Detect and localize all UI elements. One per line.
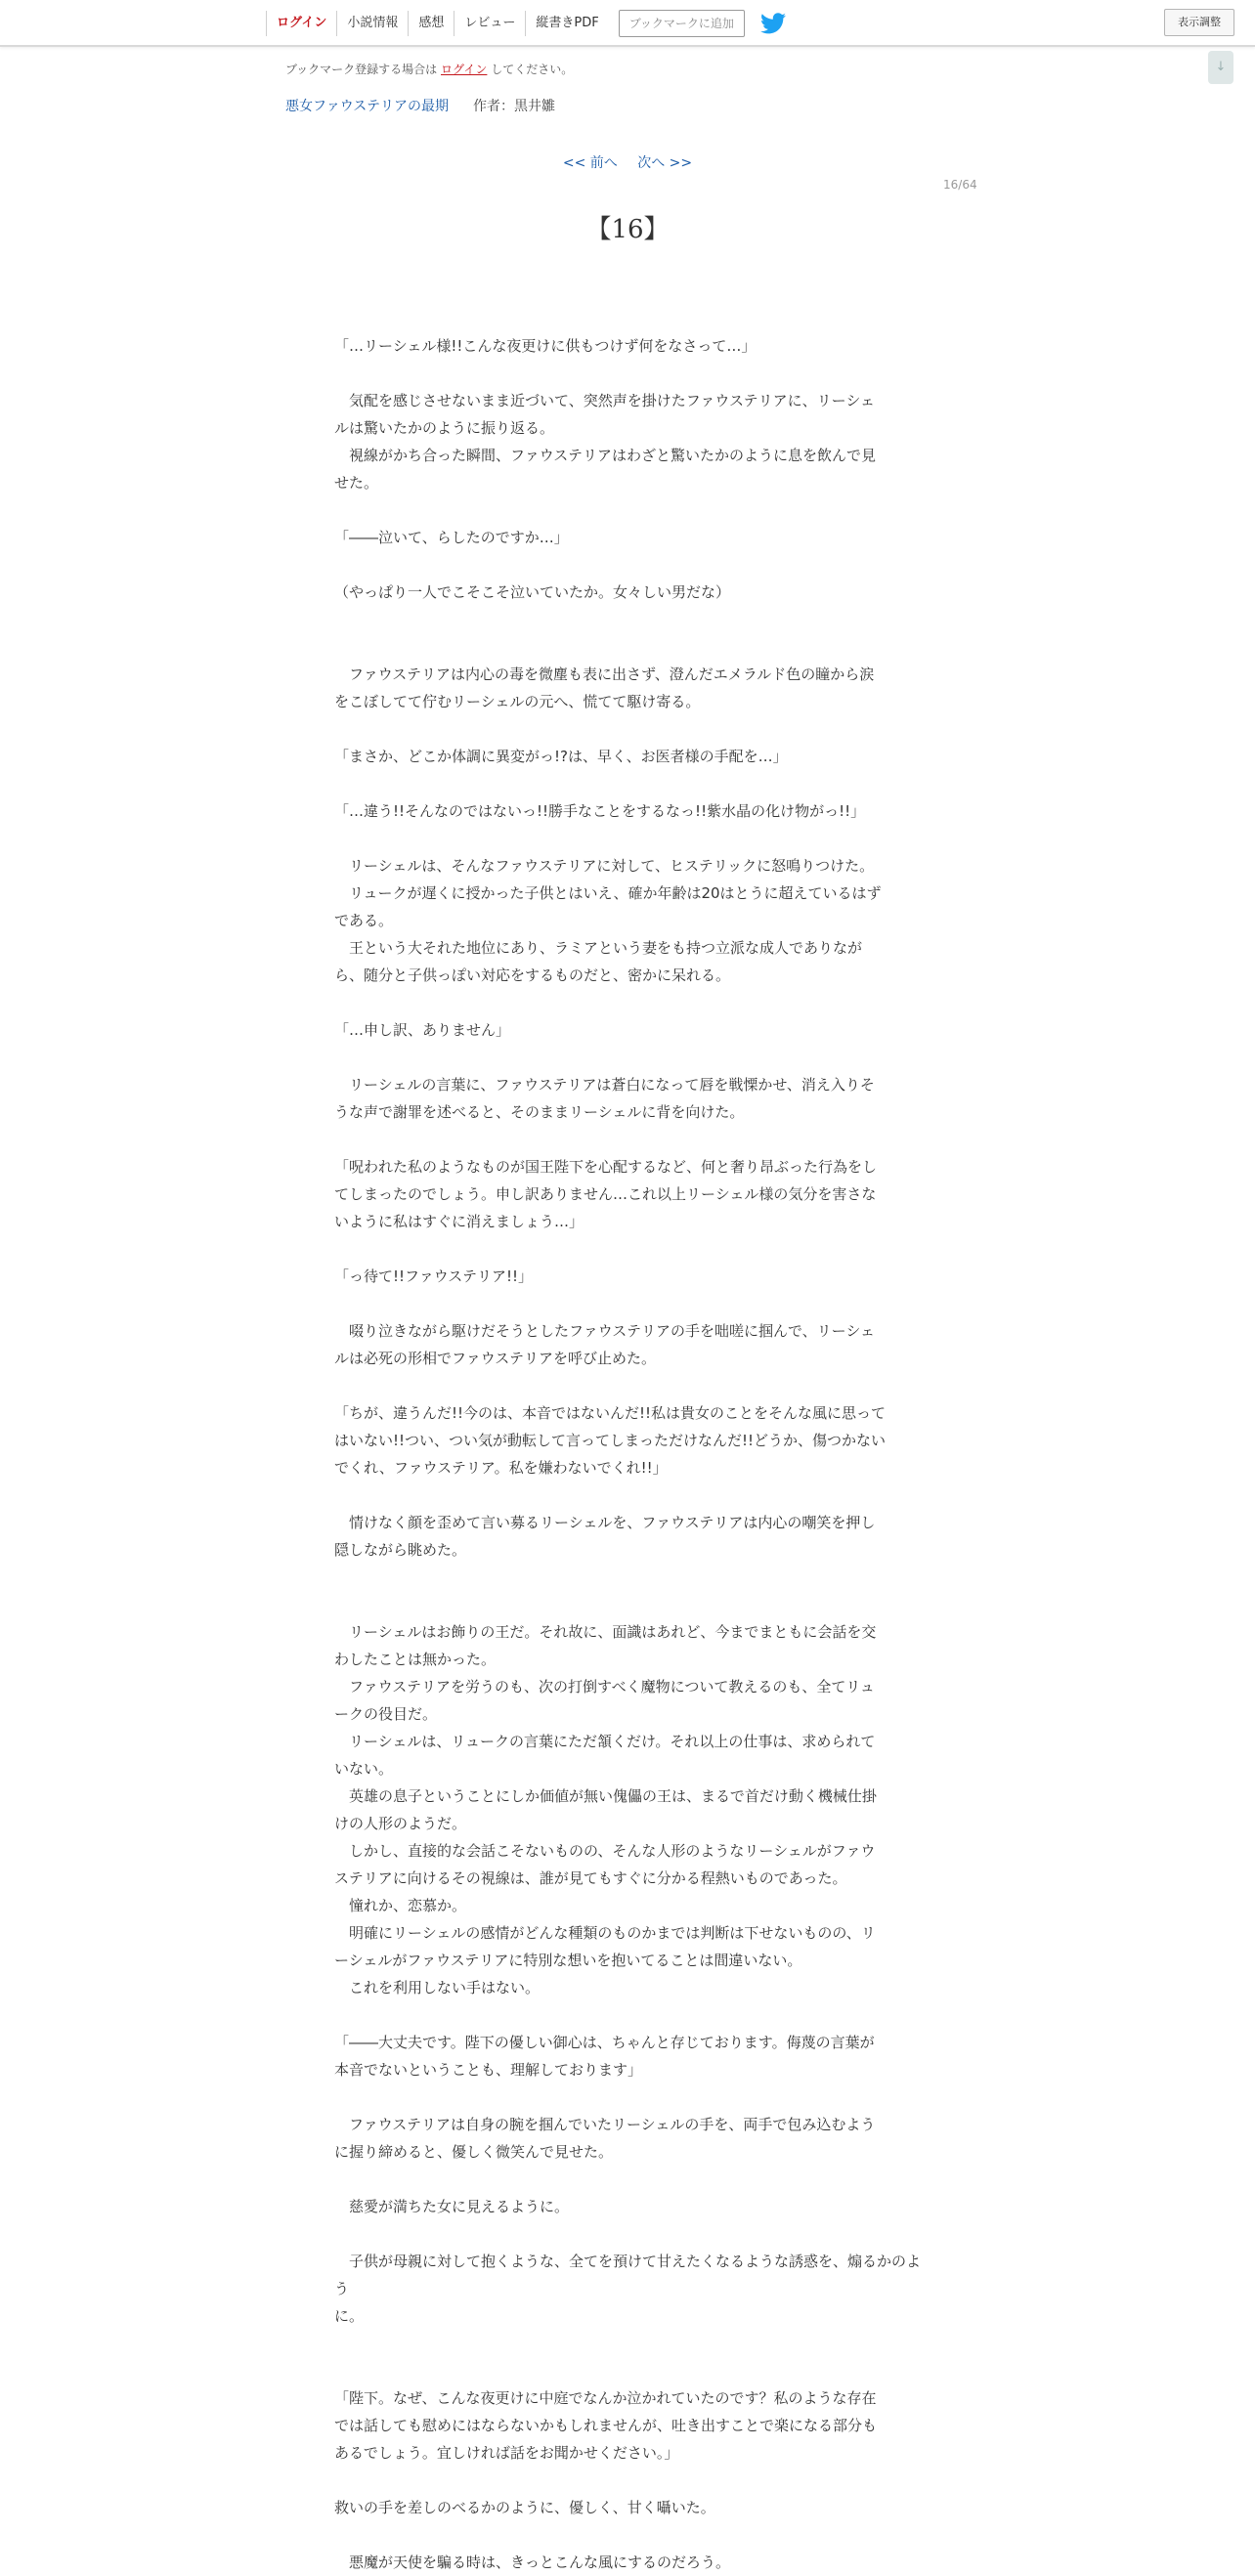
body-line: [334, 1235, 921, 1263]
body-line: をこぼしてて佇むリーシェルの元へ、慌てて駆け寄る。: [334, 693, 701, 710]
body-line: 「ちが、違うんだ!!今のは、本音ではないんだ!!私は貴女のことをそんな風に思って: [334, 1404, 887, 1422]
body-line: [334, 825, 921, 852]
body-line: では話しても慰めにはならないかもしれませんが、吐き出すことで楽になる部分も: [334, 2417, 878, 2434]
body-line: リーシェルはお飾りの王だ。それ故に、面識はあれど、今までまともに会話を交: [334, 1623, 877, 1641]
body-line: 気配を感じさせないまま近づいて、突然声を掛けたファウステリアに、リーシェ: [334, 392, 876, 409]
body-line: [334, 551, 921, 579]
next-chapter-link[interactable]: 次へ >>: [637, 155, 693, 171]
body-line: [334, 2330, 921, 2357]
body-line: わしたことは無かった。: [334, 1651, 497, 1668]
nav-reviews[interactable]: レビュー: [454, 11, 525, 36]
nav-login[interactable]: ログイン: [266, 11, 336, 36]
body-line: [334, 496, 921, 524]
bookmark-notice-prefix: ブックマーク登録する場合は: [285, 63, 438, 76]
body-line: [334, 1372, 921, 1399]
body-line: ら、随分と子供っぽい対応をするものだと、密かに呆れる。: [334, 966, 731, 984]
body-line: ークの役目だ。: [334, 1705, 438, 1723]
body-line: 視線がかち合った瞬間、ファウステリアはわざと驚いたかのように息を飲んで見: [334, 447, 876, 464]
body-line: [334, 715, 921, 743]
body-line: [334, 2357, 921, 2384]
body-line: いように私はすぐに消えましょう…」: [334, 1213, 584, 1230]
body-line: せた。: [334, 474, 379, 492]
display-settings-button[interactable]: 表示調整: [1164, 9, 1234, 36]
page-count: 16/64: [943, 178, 977, 192]
main-nav: [266, 11, 786, 36]
body-line: 「…申し訳、ありません」: [334, 1021, 511, 1039]
nav-novel-info[interactable]: 小説情報: [336, 11, 408, 36]
body-line: （やっぱり一人でこそこそ泣いていたか。女々しい男だな）: [334, 583, 731, 601]
body-line: に。: [334, 2307, 365, 2325]
body-line: ーシェルがファウステリアに特別な想いを抱いてることは間違いない。: [334, 1952, 802, 1969]
body-line: [334, 305, 921, 332]
author-name: 作者：黒井雛: [473, 99, 555, 114]
body-line: 「――大丈夫です。陛下の優しい御心は、ちゃんと存じております。侮蔑の言葉が: [334, 2034, 875, 2051]
scroll-down-button[interactable]: ↓: [1208, 51, 1233, 84]
body-line: 本音でないということも、理解しております」: [334, 2061, 643, 2079]
novel-body-text: [334, 305, 921, 2576]
body-line: [334, 1564, 921, 1591]
body-line: 「…リーシェル様!!こんな夜更けに供もつけず何をなさって…」: [334, 337, 757, 355]
body-line: 「――泣いて、らしたのですか…」: [334, 529, 569, 546]
novel-title-link[interactable]: 悪女ファウステリアの最期: [285, 99, 450, 114]
nav-impressions[interactable]: 感想: [408, 11, 454, 36]
body-line: [334, 1481, 921, 1509]
body-line: けの人形のようだ。: [334, 1815, 467, 1832]
body-line: 王という大それた地位にあり、ラミアという妻をも持つ立派な成人でありなが: [334, 939, 863, 957]
body-line: に握り締めると、優しく微笑んで見せた。: [334, 2143, 614, 2161]
body-line: 啜り泣きながら駆けだそうとしたファウステリアの手を咄嗟に掴んで、リーシェ: [334, 1322, 876, 1340]
body-line: いない。: [334, 1760, 394, 1778]
body-line: [334, 1290, 921, 1317]
body-line: である。: [334, 912, 394, 929]
body-line: [334, 2083, 921, 2111]
body-line: ステリアに向けるその視線は、誰が見てもすぐに分かる程熱いものであった。: [334, 1869, 847, 1887]
body-line: 救いの手を差しのべるかのように、優しく、甘く囁いた。: [334, 2499, 715, 2516]
nav-vertical-pdf[interactable]: 縦書きPDF: [525, 11, 608, 36]
body-line: ファウステリアを労うのも、次の打倒すべく魔物について教えるのも、全てリュ: [334, 1678, 875, 1696]
body-line: リーシェルの言葉に、ファウステリアは蒼白になって唇を戦慄かせ、消え入りそ: [334, 1076, 875, 1094]
body-line: [334, 2220, 921, 2248]
body-line: 「陛下。なぜ、こんな夜更けに中庭でなんか泣かれていたのです？私のような存在: [334, 2389, 877, 2407]
body-line: 悪魔が天使を騙る時は、きっとこんな風にするのだろう。: [334, 2554, 731, 2571]
body-line: てしまったのでしょう。申し訳ありません…これ以上リーシェル様の気分を害さな: [334, 1185, 877, 1203]
bookmark-notice-suffix: してください。: [491, 63, 574, 76]
body-line: [334, 2001, 921, 2029]
body-line: リーシェルは、リュークの言葉にただ頷くだけ。それ以上の仕事は、求められて: [334, 1733, 876, 1750]
bookmark-notice-login-link[interactable]: ログイン: [441, 63, 488, 76]
body-line: [334, 1591, 921, 1618]
body-line: [334, 2521, 921, 2549]
body-line: ルは驚いたかのように振り返る。: [334, 419, 555, 437]
body-line: 憧れか、恋慕か。: [334, 1897, 467, 1914]
prev-chapter-link[interactable]: << 前へ: [562, 155, 618, 171]
body-line: [334, 606, 921, 633]
add-bookmark-button[interactable]: ブックマークに追加: [619, 10, 745, 37]
body-line: [334, 1044, 921, 1071]
chapter-title: 【16】: [585, 215, 670, 244]
bookmark-notice: [285, 61, 573, 77]
top-header: [0, 0, 1255, 47]
body-line: 「っ待て!!ファウステリア!!」: [334, 1267, 534, 1285]
body-line: 「呪われた私のようなものが国王陛下を心配するなど、何と奢り昂ぶった行為をし: [334, 1158, 878, 1176]
body-line: リュークが遅くに授かった子供とはいえ、確か年齢は20はとうに超えているはず: [334, 884, 882, 902]
body-line: 「まさか、どこか体調に異変がっ!?は、早く、お医者様の手配を…」: [334, 748, 788, 765]
body-line: 情けなく顔を歪めて言い募るリーシェルを、ファウステリアは内心の嘲笑を押し: [334, 1514, 876, 1531]
body-line: ファウステリアは内心の毒を微塵も表に出さず、澄んだエメラルド色の瞳から涙: [334, 665, 875, 683]
body-line: はいない!!つい、つい気が動転して言ってしまっただけなんだ!!どうか、傷つかない: [334, 1432, 887, 1449]
body-line: 明確にリーシェルの感情がどんな種類のものかまでは判断は下せないものの、リ: [334, 1924, 876, 1942]
body-line: 英雄の息子ということにしか価値が無い傀儡の王は、まるで首だけ動く機械仕掛: [334, 1787, 877, 1805]
body-line: うな声で謝罪を述べると、そのままリーシェルに背を向けた。: [334, 1103, 745, 1121]
body-line: しかし、直接的な会話こそないものの、そんな人形のようなリーシェルがファウ: [334, 1842, 876, 1860]
body-line: [334, 360, 921, 387]
body-line: [334, 1126, 921, 1153]
chapter-pager: [0, 152, 1255, 172]
body-line: ファウステリアは自身の腕を掴んでいたリーシェルの手を、両手で包み込むよう: [334, 2116, 876, 2133]
body-line: これを利用しない手はない。: [334, 1979, 541, 1996]
body-line: ルは必死の形相でファウステリアを呼び止めた。: [334, 1350, 656, 1367]
body-line: [334, 770, 921, 797]
body-line: 「…違う!!そんなのではないっ!!勝手なことをするなっ!!紫水晶の化け物がっ!!」: [334, 802, 866, 820]
twitter-icon[interactable]: [760, 13, 786, 34]
body-line: 隠しながら眺めた。: [334, 1541, 467, 1559]
body-line: でくれ、ファウステリア。私を嫌わないでくれ!!」: [334, 1459, 668, 1477]
body-line: [334, 2467, 921, 2494]
body-line: [334, 633, 921, 661]
body-line: [334, 989, 921, 1016]
body-line: [334, 2166, 921, 2193]
body-line: リーシェルは、そんなファウステリアに対して、ヒステリックに怒鳴りつけた。: [334, 857, 875, 875]
body-line: 慈愛が満ちた女に見えるように。: [334, 2198, 570, 2215]
body-line: あるでしょう。宜しければ話をお聞かせください。」: [334, 2444, 679, 2462]
body-line: 子供が母親に対して抱くような、全てを預けて甘えたくなるような誘惑を、煽るかのよう: [334, 2253, 922, 2297]
